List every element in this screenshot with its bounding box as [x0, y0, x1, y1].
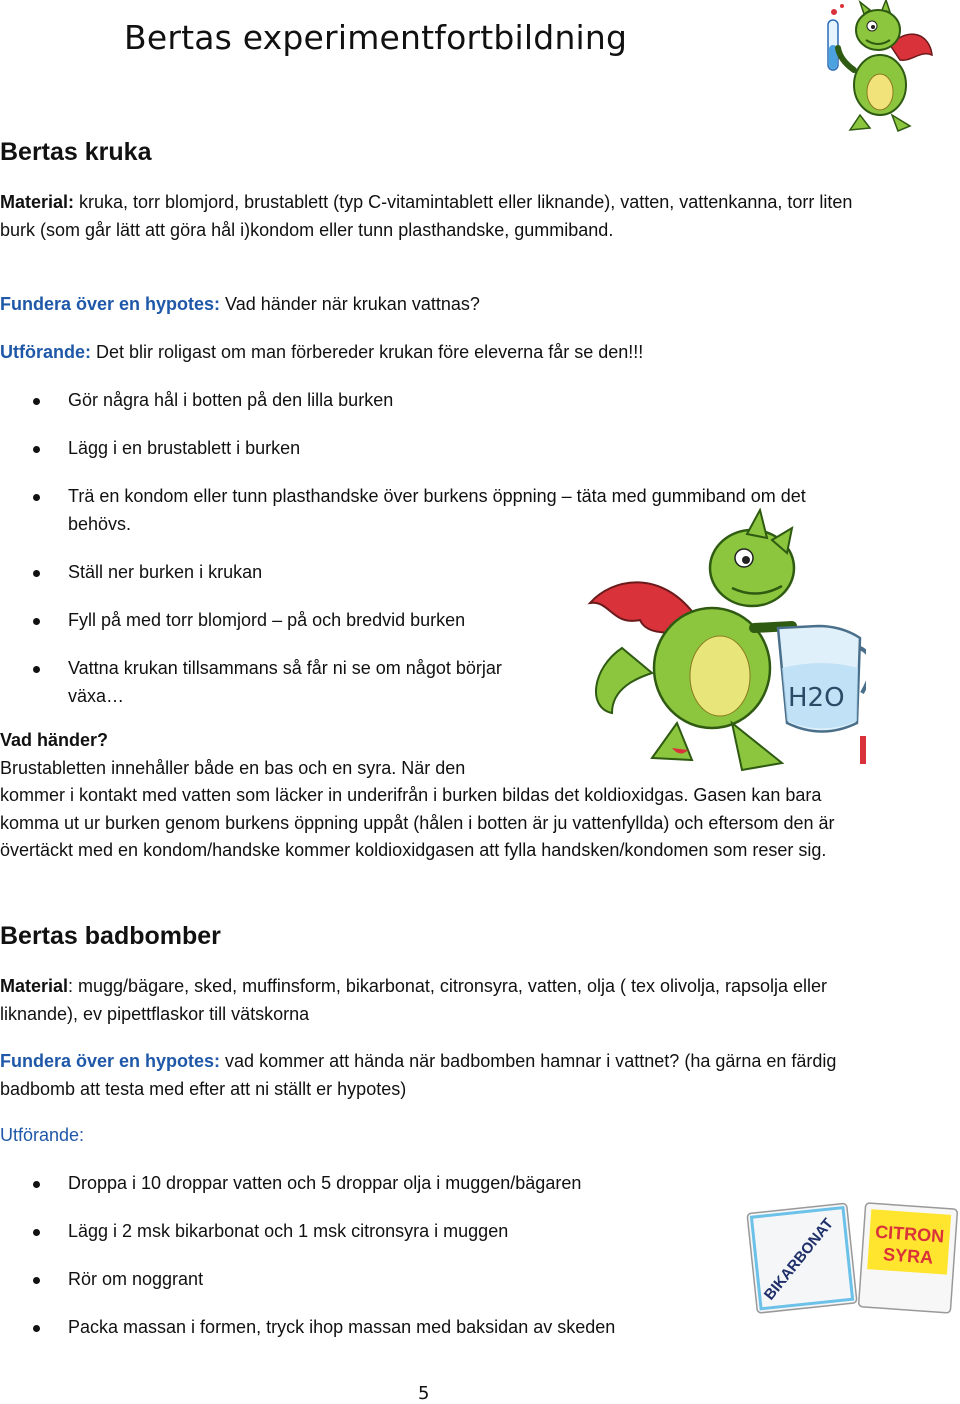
bullet-icon	[33, 1325, 40, 1332]
material-text: : mugg/bägare, sked, muffinsform, bikarbonat, citronsyra, vatten, olja ( tex olivolja, rapsolja eller liknande), ev pipettflaskor till vätskorna	[0, 976, 828, 1024]
hypotes-text: Vad händer när krukan vattnas?	[220, 294, 480, 314]
bag-syra-label: SYRA	[882, 1244, 934, 1268]
vad-hander-line1: Brustabletten innehåller både en bas och en syra. När den	[0, 758, 466, 778]
bag-citron-label: CITRON	[874, 1221, 945, 1247]
badbomber-hypotes-paragraph	[0, 1048, 880, 1103]
bullet-icon	[33, 446, 40, 453]
bullet-icon	[33, 1229, 40, 1236]
bullet-icon	[33, 1181, 40, 1188]
jug-label: H2O	[788, 683, 845, 713]
vad-hander-label: Vad händer?	[0, 730, 109, 750]
material-text: kruka, torr blomjord, brustablett (typ C-vitamintablett eller liknande), vatten, vattenkanna, torr liten burk (som går lätt att göra hål i)kondom eller tunn plasthandske, gummiband.	[0, 192, 853, 240]
bullet-icon	[33, 618, 40, 625]
bullet-icon	[33, 398, 40, 405]
badbomber-utforande-label: Utförande:	[0, 1125, 85, 1145]
hypotes-text: vad kommer att hända när badbomben hamnar i vattnet? (ha gärna en färdig badbomb att testa med efter att ni ställt er hypotes)	[0, 1051, 837, 1099]
page-title: Bertas experimentfortbildning	[124, 18, 628, 57]
ingredient-bags-illustration	[744, 1198, 960, 1320]
bullet-icon	[33, 494, 40, 501]
section-heading-badbomber: Bertas badbomber	[0, 922, 221, 950]
section-heading-kruka: Bertas kruka	[0, 138, 152, 166]
hypotes-label: Fundera över en hypotes:	[0, 1051, 221, 1071]
vad-hander-paragraph: kommer i kontakt med vatten som läcker in underifrån i burken bildas det koldioxidgas. Gasen kan bara komma ut ur burken genom burkens öppning uppåt (hålen i botten är ju vattenfyllda) och eftersom den är övertäckt med en kondom/handske kommer koldioxidgasen att fylla handsken/kondomen som reser sig.	[0, 785, 835, 860]
bag-bikarbonat-label: BIKARBONAT	[760, 1215, 837, 1304]
kruka-material-paragraph	[0, 189, 880, 244]
utforande-text: Det blir roligast om man förbereder krukan före eleverna får se den!!!	[91, 342, 644, 362]
kruka-hypotes-paragraph	[0, 291, 880, 319]
page-number: 5	[418, 1383, 430, 1404]
bullet-icon	[33, 1277, 40, 1284]
material-label: Material	[0, 976, 69, 996]
badbomber-material-paragraph	[0, 973, 880, 1028]
material-label: Material:	[0, 192, 75, 212]
dragon-scientist-illustration	[820, 0, 940, 135]
kruka-utforande-paragraph	[0, 339, 880, 367]
bullet-icon	[33, 570, 40, 577]
utforande-label: Utförande:	[0, 342, 91, 362]
hypotes-label: Fundera över en hypotes:	[0, 294, 221, 314]
bullet-icon	[33, 666, 40, 673]
